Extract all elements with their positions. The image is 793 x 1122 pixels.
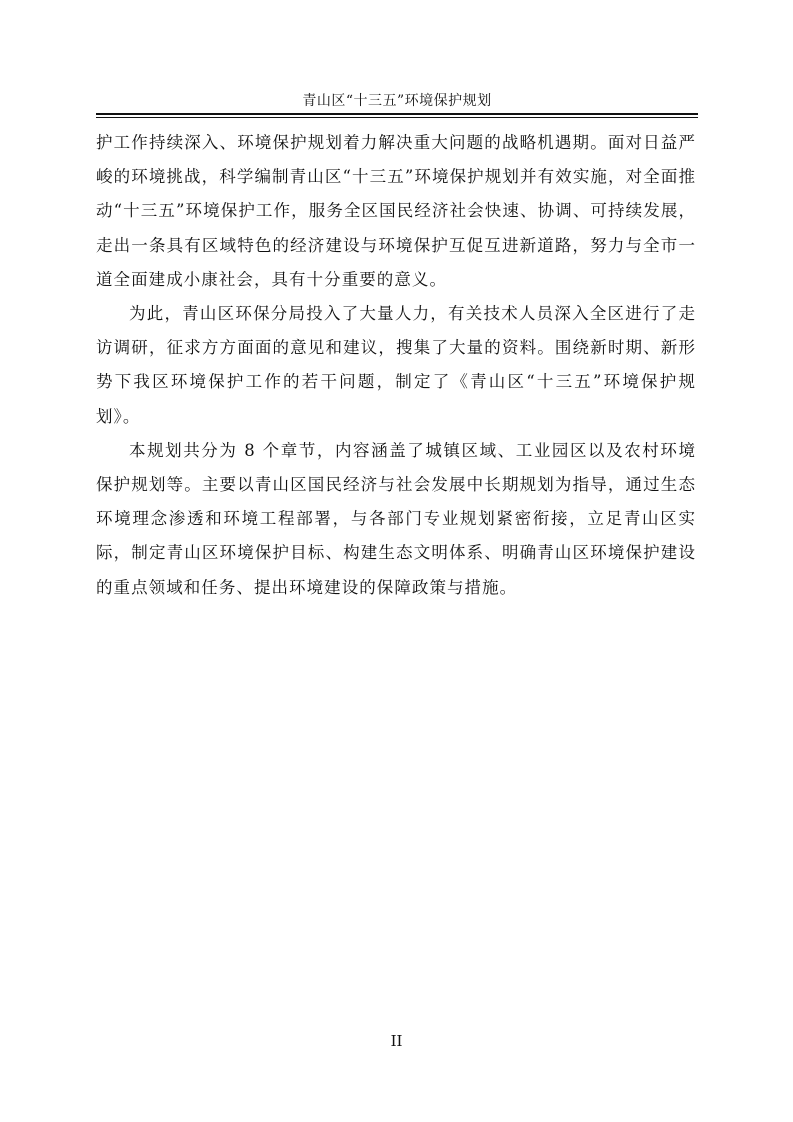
page-number: II [390,1032,403,1050]
paragraph-continued: 护工作持续深入、环境保护规划着力解决重大问题的战略机遇期。面对日益严峻的环境挑战，科学编制青山区“十三五”环境保护规划并有效实施，对全面推动“十三五”环境保护工作，服务全区国民经济社会快速、协调、可持续发展，走出一条具有区域特色的经济建设与环境保护互促互进新道路，努力与全市一道全面建成小康社会，具有十分重要的意义。 [96,133,696,289]
header-rule-thick [96,113,698,115]
paragraph: 为此，青山区环保分局投入了大量人力，有关技术人员深入全区进行了走访调研，征求方方面面的意见和建议，搜集了大量的资料。围绕新时期、新形势下我区环境保护工作的若干问题，制定了《青山区“十三五”环境保护规划》。 [96,304,696,426]
header-rule-thin [96,117,698,118]
body-text [96,126,696,605]
paragraph: 本规划共分为 8 个章节，内容涵盖了城镇区域、工业园区以及农村环境保护规划等。主要以青山区国民经济与社会发展中长期规划为指导，通过生态环境理念渗透和环境工程部署，与各部门专业规划紧密衔接，立足青山区实际，制定青山区环境保护目标、构建生态文明体系、明确青山区环境保护建设的重点领域和任务、提出环境建设的保障政策与措施。 [96,440,696,597]
running-header: 青山区“十三五”环境保护规划 [302,93,492,109]
